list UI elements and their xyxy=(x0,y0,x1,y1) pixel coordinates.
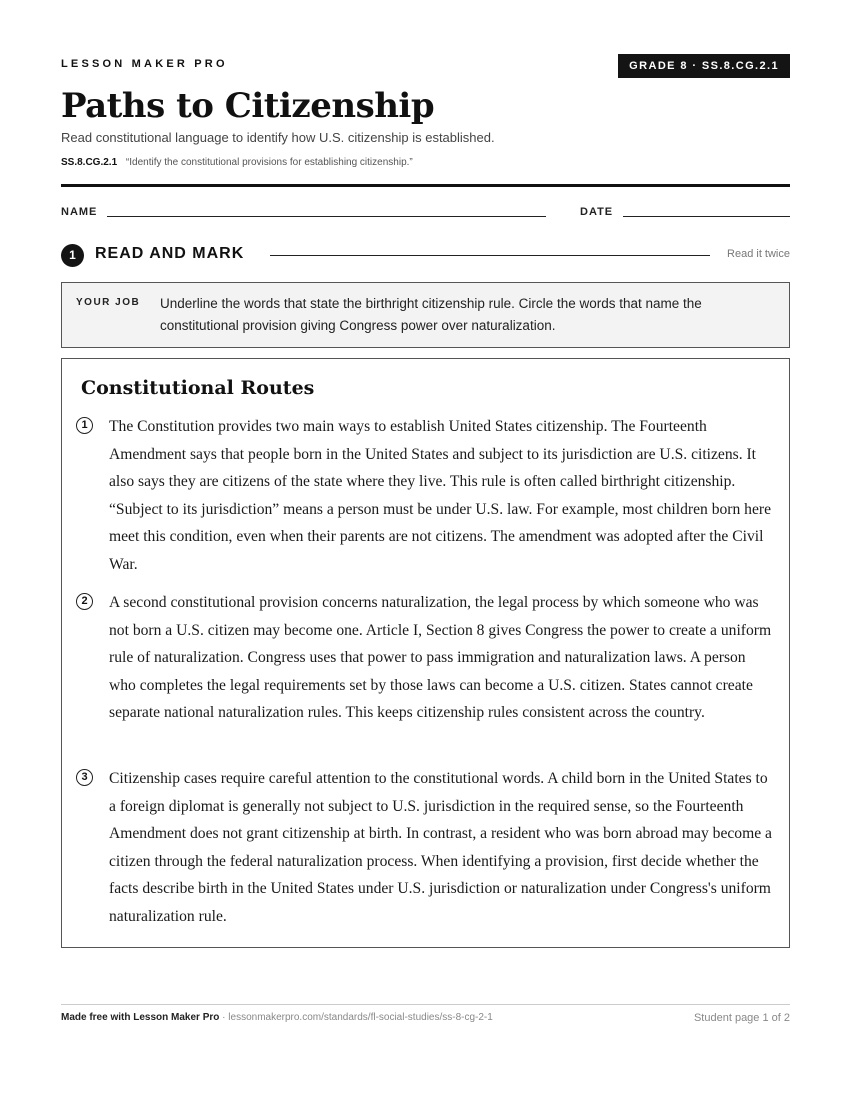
step-hint: Read it twice xyxy=(727,248,790,260)
standard-line xyxy=(61,157,413,168)
paragraph-number-badge: 2 xyxy=(76,593,93,610)
instructions-box xyxy=(61,282,790,348)
step-title: READ AND MARK xyxy=(95,245,245,262)
grade-badge: GRADE 8 · SS.8.CG.2.1 xyxy=(618,54,790,78)
footer-credit xyxy=(61,1012,493,1023)
paragraph-number-badge: 1 xyxy=(76,417,93,434)
footer-made-with: Made free with Lesson Maker Pro xyxy=(61,1012,220,1023)
name-label: NAME xyxy=(61,206,98,218)
page-title: Paths to Citizenship xyxy=(61,86,435,126)
step-divider xyxy=(270,255,710,256)
step-number-badge: 1 xyxy=(61,244,84,267)
paragraph-text: The Constitution provides two main ways to establish United States citizenship. The Fourteenth Amendment says that people born in the United States and subject to its jurisdiction are U.S. citizens. It also says they are citizens of the state where they live. This rule is often called birthright citizenship. “Subject to its jurisdiction” means a person must be under U.S. law. For example, most children born here meet this condition, even when their parents are not citizens. The amendment was adopted after the Civil War. xyxy=(109,418,772,573)
brand-name: LESSON MAKER PRO xyxy=(61,58,228,70)
paragraph-number-badge: 3 xyxy=(76,769,93,786)
page-subtitle: Read constitutional language to identify how U.S. citizenship is established. xyxy=(61,130,495,145)
reading-passage xyxy=(61,358,790,948)
footer-page-number: Student page 1 of 2 xyxy=(693,1012,790,1024)
header-divider xyxy=(61,184,790,187)
reading-title: Constitutional Routes xyxy=(81,377,315,399)
date-label: DATE xyxy=(580,206,614,218)
footer-url[interactable]: lessonmakerpro.com/standards/fl-social-studies/ss-8-cg-2-1 xyxy=(228,1012,493,1023)
paragraph-text: Citizenship cases require careful attention to the constitutional words. A child born in the United States to a foreign diplomat is generally not subject to U.S. jurisdiction in the required sense, so the Fourteenth Amendment does not grant citizenship at birth. In contrast, a resident who was born abroad may become a citizen through the federal naturalization process. When identifying a provision, first decide whether the facts describe birth in the United States under U.S. jurisdiction or naturalization under Congress's uniform naturalization rule. xyxy=(109,770,772,925)
instructions-text: Underline the words that state the birthright citizenship rule. Circle the words that name the constitutional provision giving Congress power over naturalization. xyxy=(160,296,702,333)
standard-description: “Identify the constitutional provisions for establishing citizenship.” xyxy=(125,157,413,168)
date-field[interactable] xyxy=(623,216,790,217)
paragraph-text: A second constitutional provision concerns naturalization, the legal process by which someone who was not born a U.S. citizen may become one. Article I, Section 8 gives Congress the power to create a uniform rule of naturalization. Congress uses that power to pass immigration and naturalization laws. A person who completes the legal requirements set by those laws can become a U.S. citizen. States cannot create separate national naturalization rules. This keeps citizenship rules consistent across the country. xyxy=(109,594,772,721)
instructions-label: YOUR JOB xyxy=(76,297,141,308)
name-field[interactable] xyxy=(107,216,546,217)
standard-code: SS.8.CG.2.1 xyxy=(61,157,118,168)
footer-separator: · xyxy=(219,1012,229,1023)
footer-divider xyxy=(61,1004,790,1005)
